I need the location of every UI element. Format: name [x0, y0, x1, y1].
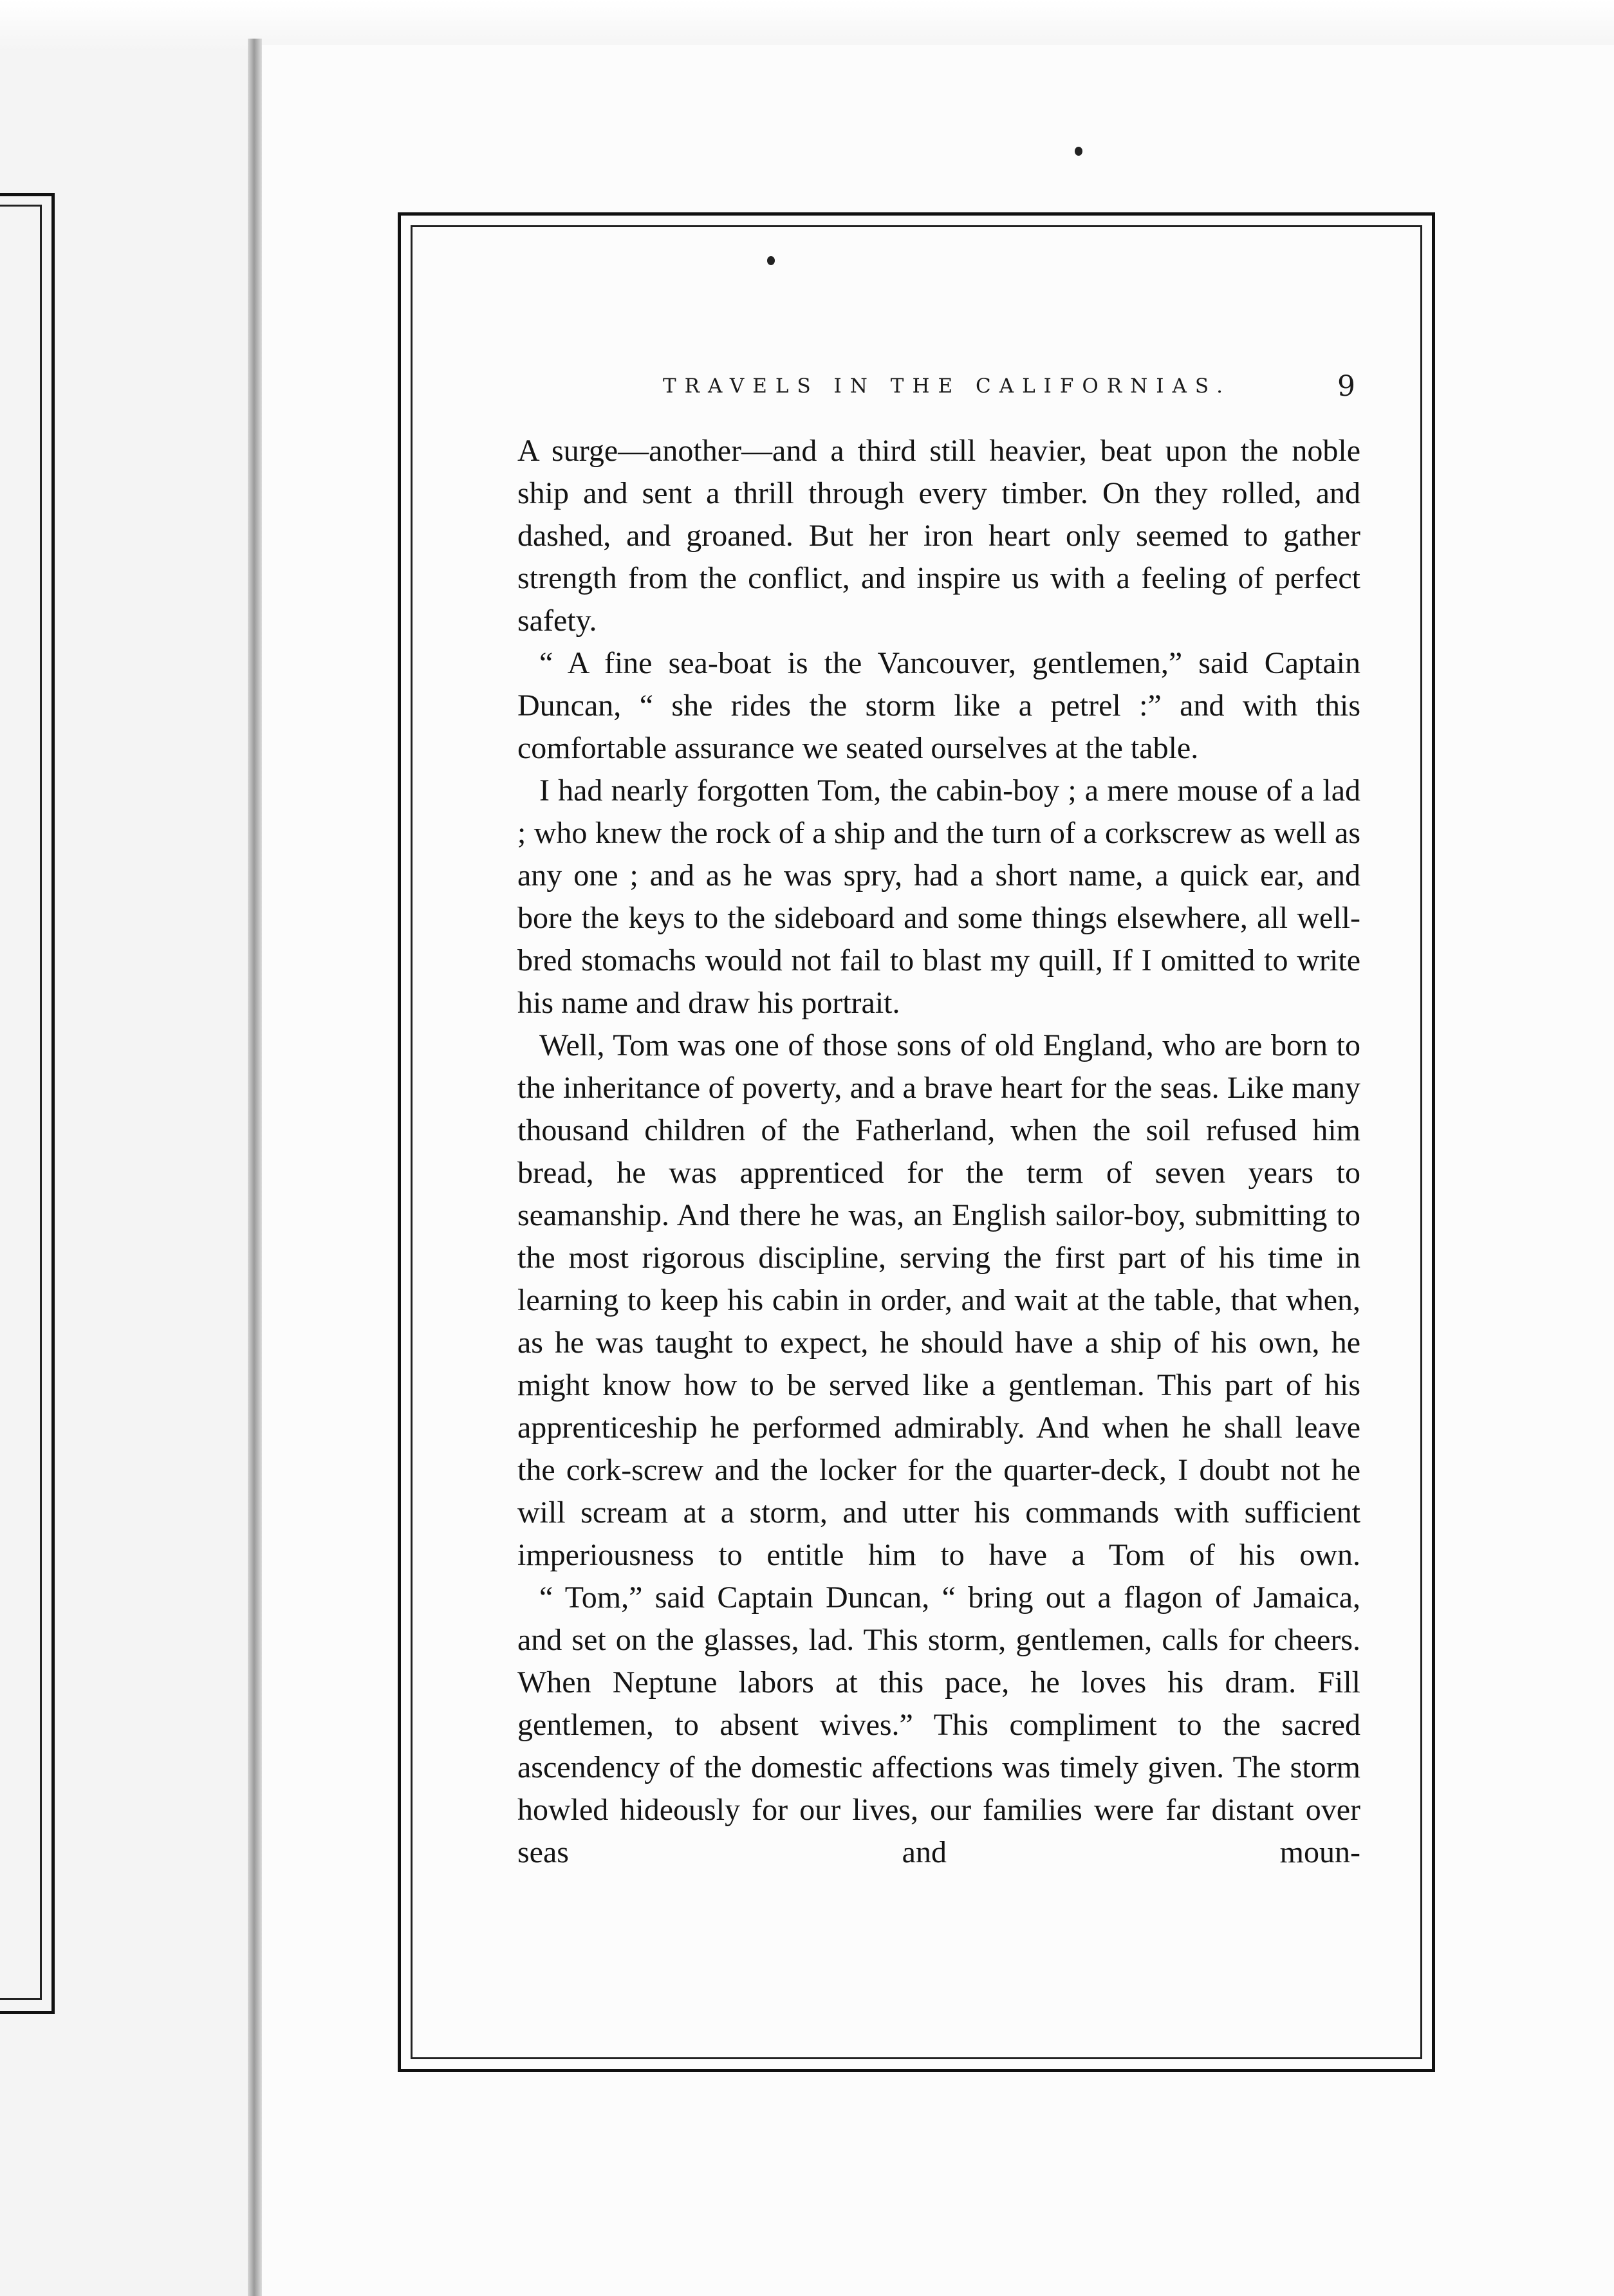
speck: [1075, 147, 1082, 156]
paragraph: Well, Tom was one of those sons of old England, who are born to the inheritance of poverty, and a brave heart for the seas. Like many thousand children of the Fatherland, when the soil refused him bread, he was apprenticed for the term of seven years to seamanship. And there he was, an English sailor-boy, submitting to the most rigorous discipline, serving the first part of his time in learning to keep his cabin in order, and wait at the table, that when, as he was taught to expect, he should have a ship of his own, he might know how to be served like a gentleman. This part of his apprenticeship he performed admirably. And when he shall leave the cork-screw and the locker for the quarter-deck, I doubt not he will scream at a storm, and utter his commands with sufficient imperiousness to entitle him to have a Tom of his own.: [517, 1028, 1360, 1572]
book-gutter: [248, 39, 262, 2296]
running-head: TRAVELS IN THE CALIFORNIAS.: [663, 375, 1231, 398]
body-text: [517, 430, 1360, 1874]
paragraph: “ A fine sea-boat is the Vancouver, gentlemen,” said Captain Duncan, “ she rides the storm like a petrel :” and with this comfortable assurance we seated ourselves at the table.: [517, 646, 1360, 765]
paragraph: I had nearly forgotten Tom, the cabin-boy ; a mere mouse of a lad ; who knew the rock of a ship and the turn of a corkscrew as well as any one ; and as he was spry, had a short name, a quick ear, and bore the keys to the sideboard and some things elsewhere, all well-bred stomachs would not fail to blast my quill, If I omitted to write his name and draw his portrait.: [517, 773, 1360, 1020]
previous-page-border-inner: [0, 205, 42, 2000]
paragraph: “ Tom,” said Captain Duncan, “ bring out a flagon of Jamaica, and set on the glasses, lad. This storm, gentlemen, calls for cheers. When Neptune labors at this pace, he loves his dram. Fill gentlemen, to absent wives.” This compliment to the sacred ascendency of the domestic affections was timely given. The storm howled hideously for our lives, our families were far distant over seas and moun-: [517, 1580, 1360, 1869]
paragraph: A surge—another—and a third still heavier, beat upon the noble ship and sent a thrill through every timber. On they rolled, and dashed, and groaned. But her iron heart only seemed to gather strength from the conflict, and inspire us with a feeling of perfect safety.: [517, 434, 1360, 638]
page-number: 9: [1337, 370, 1355, 403]
